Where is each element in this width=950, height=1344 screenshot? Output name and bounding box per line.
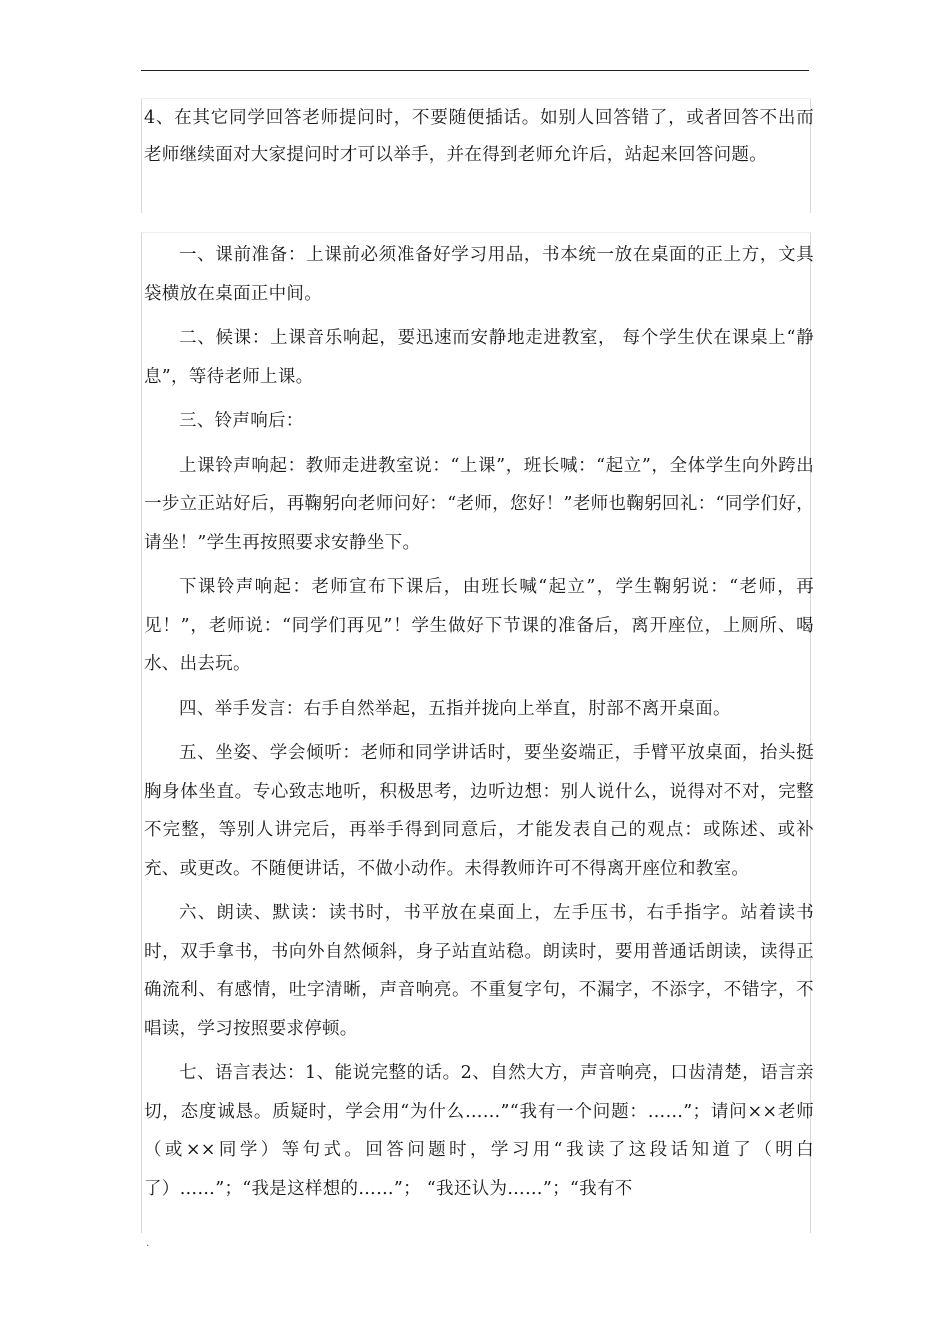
paragraph-preparation: 一、课前准备：上课前必须准备好学习用品，书本统一放在桌面的正上方，文具袋横放在桌面正中间。	[144, 245, 814, 304]
main-body	[144, 236, 814, 1214]
intro-paragraph: 4、在其它同学回答老师提问时，不要随便插话。如别人回答错了，或者回答不出而老师继续面对大家提问时才可以举手，并在得到老师允许后，站起来回答问题。	[144, 108, 814, 165]
paragraph-class-end: 下课铃声响起：老师宣布下课后，由班长喊“起立”，学生鞠躬说：“老师，再见！”，老师说：“同学们再见”！学生做好下节课的准备后，离开座位，上厕所、喝水、出去玩。	[144, 577, 814, 674]
paragraph-class-start: 上课铃声响起：教师走进教室说：“上课”，班长喊：“起立”，全体学生向外跨出一步立正站好后，再鞠躬向老师问好：“老师，您好！”老师也鞠躬回礼：“同学们好，请坐！”学生再按照要求安静坐下。	[144, 455, 814, 553]
paragraph-waiting: 二、候课：上课音乐响起，要迅速而安静地走进教室， 每个学生伏在课桌上“静息”，等待老师上课。	[144, 328, 814, 387]
footer-mark: .	[146, 1238, 150, 1249]
paragraph-hand-raising: 四、举手发言：右手自然举起，五指并拢向上举直，肘部不离开桌面。	[179, 698, 731, 719]
paragraph-posture: 五、坐姿、学会倾听：老师和同学讲话时，要坐姿端正，手臂平放桌面，抬头挺胸身体坐直。专心致志地听，积极思考，边听边想：别人说什么，说得对不对，完整不完整，等别人讲完后，再举手得到同意后，才能发表自己的观点：或陈述、或补充、或更改。不随便讲话，不做小动作。未得教师许可不得离开座位和教室。	[144, 743, 814, 879]
paragraph-expression: 七、语言表达：1、能说完整的话。2、自然大方，声音响亮，口齿清楚，语言亲切，态度诚恳。质疑时，学会用“为什么……”“我有一个问题：……”；请问××老师（或××同学）等句式。回答问题时，学习用“我读了这段话知道了（明白了）……”；“我是这样想的……”； “我还认为……”；“我有不	[144, 1063, 814, 1199]
paragraph-reading: 六、朗读、默读：读书时，书平放在桌面上，左手压书，右手指字。站着读书时，双手拿书，书向外自然倾斜，身子站直站稳。朗读时，要用普通话朗读，读得正确流利、有感情，吐字清晰，声音响亮。不重复字句，不漏字，不添字，不错字，不唱读，学习按照要求停顿。	[144, 903, 814, 1039]
intro-block	[144, 100, 814, 174]
header-rule	[141, 70, 809, 71]
paragraph-bell-heading: 三、铃声响后：	[179, 411, 304, 431]
